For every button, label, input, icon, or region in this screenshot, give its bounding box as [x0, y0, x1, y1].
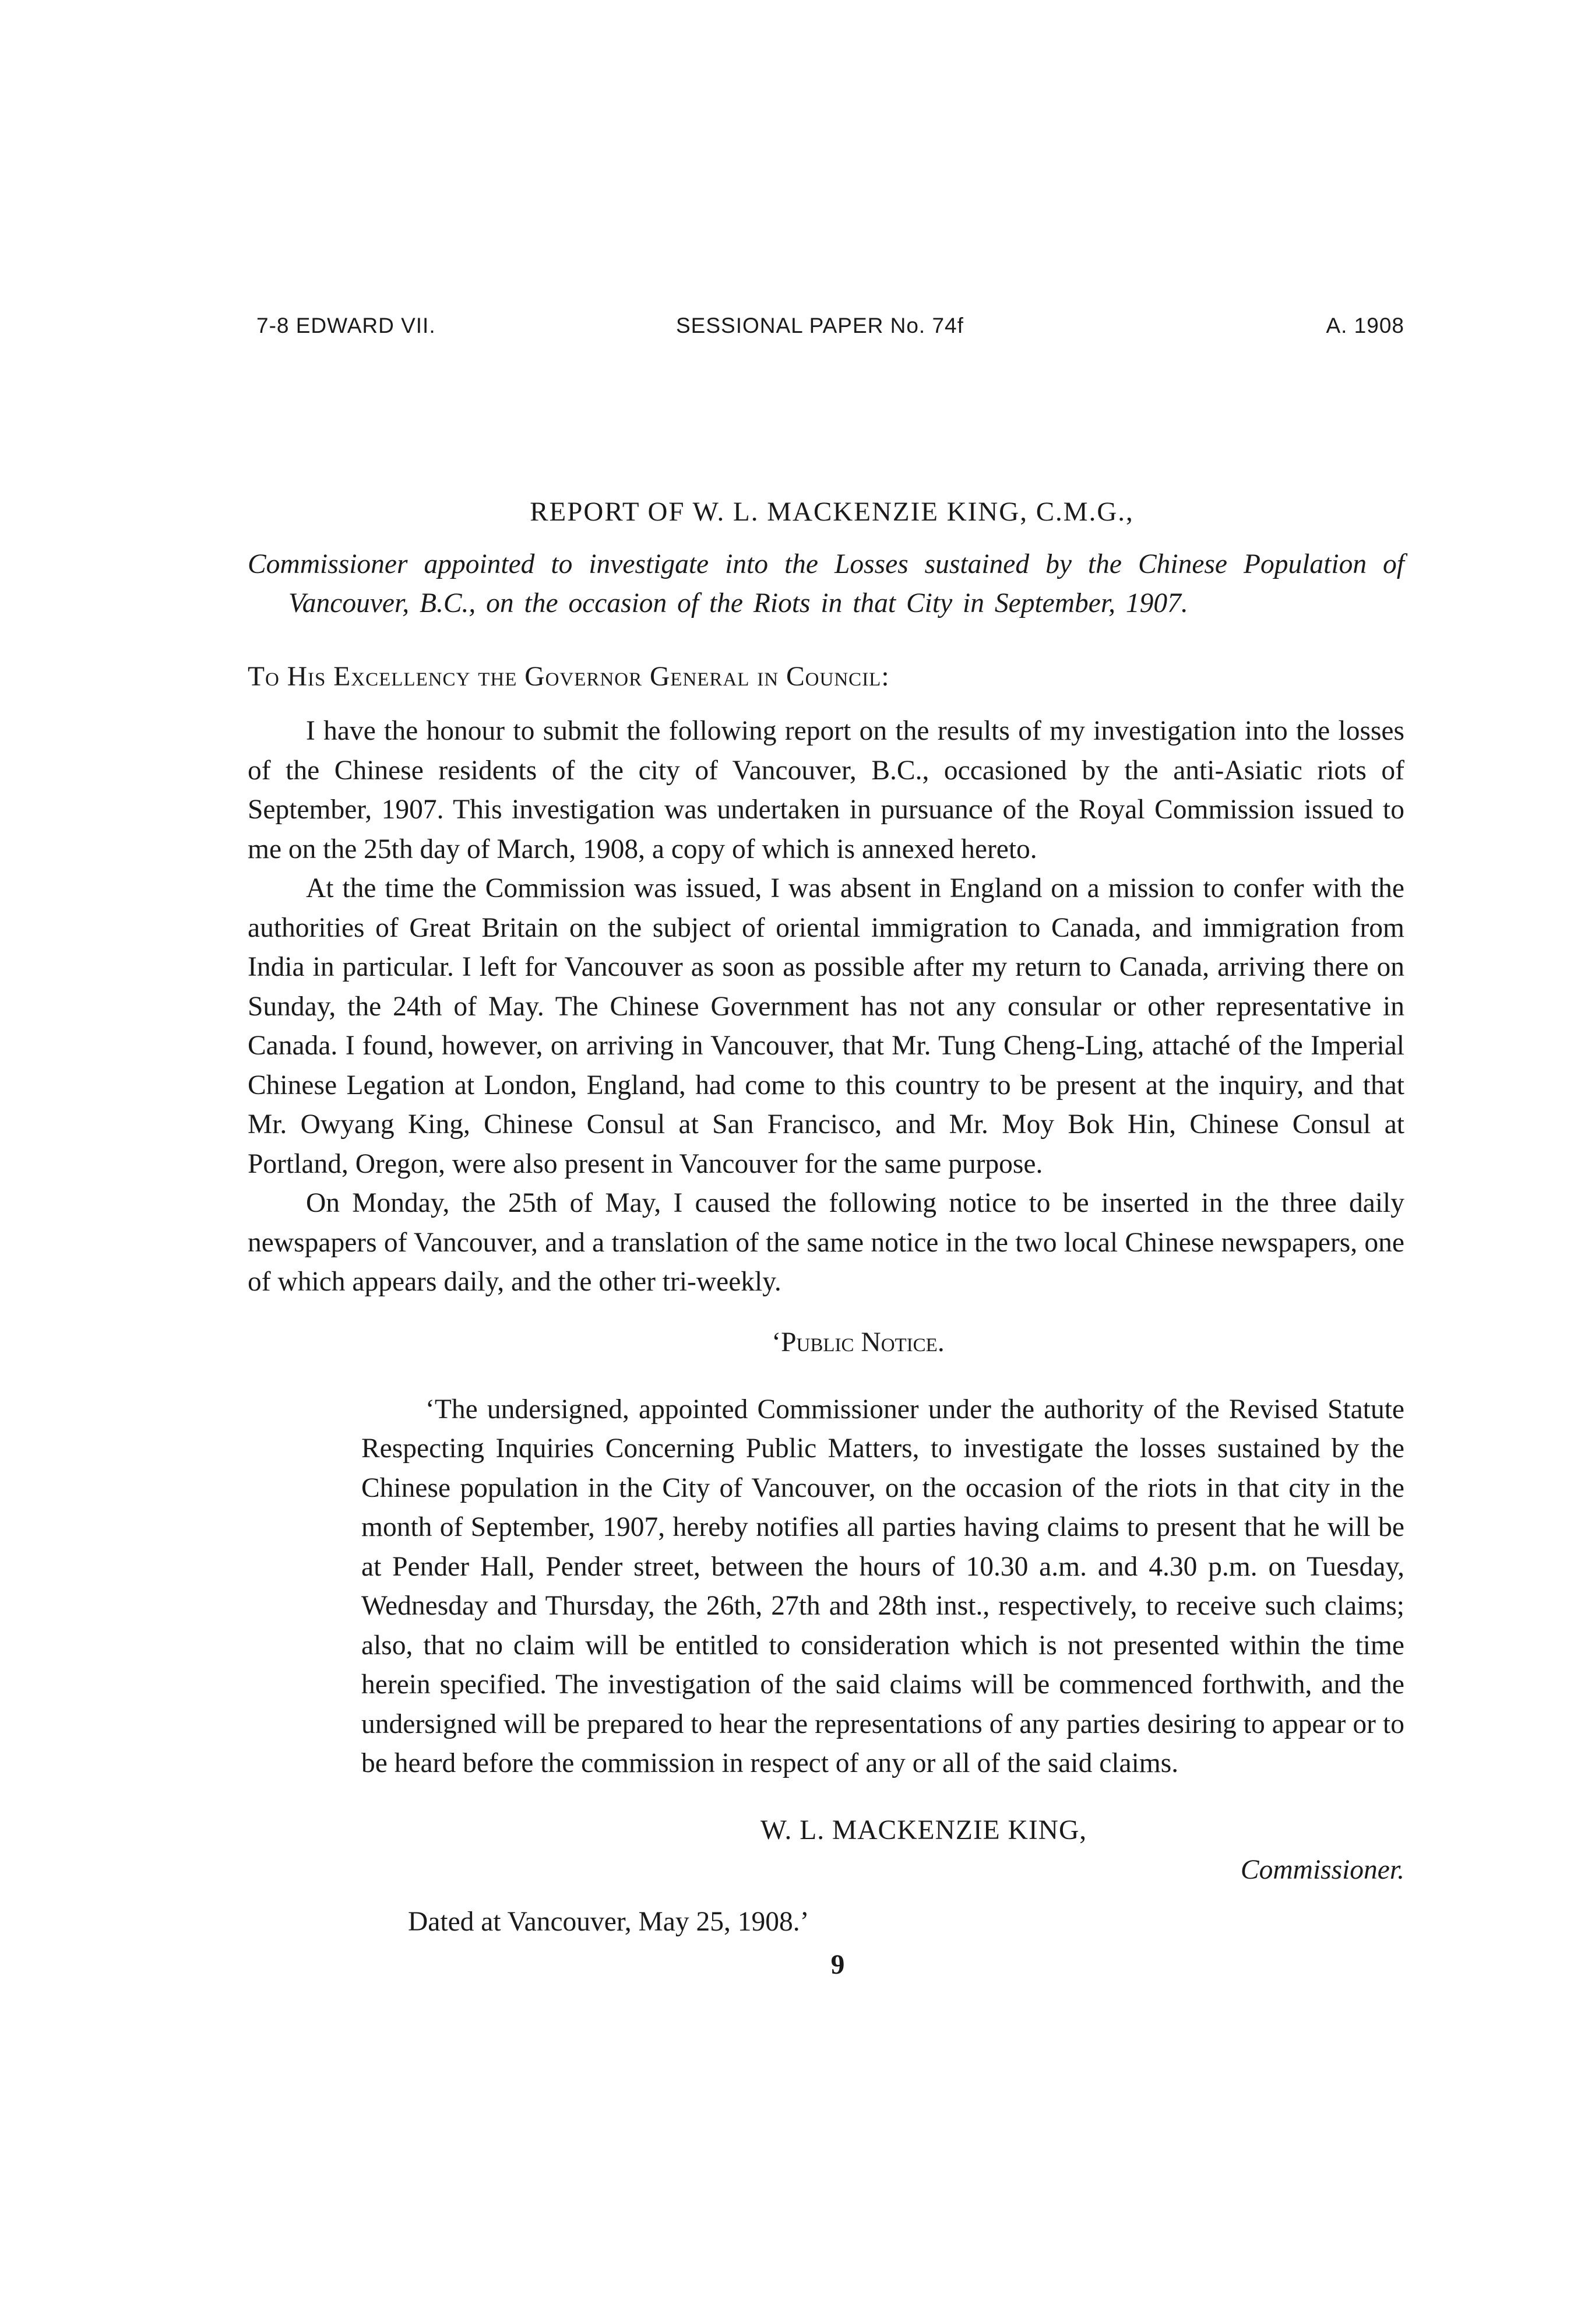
- notice-body: ‘The undersigned, appointed Commissioner under the authority of the Revised Statute Respecting Inquiries Concerning Public Matters, to investigate the losses sustained by the Chinese population in the City of Vancouver, on the occasion of the riots in that city in the month of September, 1907, hereby notifies all parties having claims to present that he will be at Pender Hall, Pender street, between the hours of 10.30 a.m. and 4.30 p.m. on Tuesday, Wednesday and Thursday, the 26th, 27th and 28th inst., respectively, to receive such claims; also, that no claim will be entitled to consideration which is not presented within the time herein specified. The investigation of the said claims will be commenced forthwith, and the undersigned will be prepared to hear the representations of any parties desiring to appear or to be heard before the commission in respect of any or all of the said claims.: [361, 1394, 1404, 1778]
- header-year: A. 1908: [1326, 314, 1404, 337]
- running-header: [256, 314, 1404, 349]
- header-sessional-paper: SESSIONAL PAPER No. 74f: [676, 314, 964, 337]
- notice-signature-title: Commissioner.: [1240, 1854, 1404, 1885]
- page-body: [248, 493, 1404, 1985]
- report-title: REPORT OF W. L. MACKENZIE KING, C.M.G.,: [530, 497, 1134, 527]
- salutation: To His Excellency the Governor General in Council:: [248, 661, 890, 692]
- header-session: 7-8 EDWARD VII.: [256, 314, 436, 337]
- paragraph-1: I have the honour to submit the following report on the results of my investigation into the losses of the Chinese residents of the city of Vancouver, B.C., occasioned by the anti-Asiatic riots of September, 1907. This investigation was undertaken in pursuance of the Royal Commission issued to me on the 25th day of March, 1908, a copy of which is annexed hereto.: [248, 716, 1404, 864]
- notice-heading: ‘Public Notice.: [772, 1327, 945, 1358]
- report-subtitle: Commissioner appointed to investigate into the Losses sustained by the Chinese Population of Vancouver, B.C., on the occasion of the Riots in that City in September, 1907.: [248, 549, 1404, 618]
- page-number: 9: [830, 1949, 845, 1980]
- paragraph-3: On Monday, the 25th of May, I caused the following notice to be inserted in the three daily newspapers of Vancouver, and a translation of the same notice in the two local Chinese newspapers, one of which appears daily, and the other tri-weekly.: [248, 1188, 1404, 1297]
- notice-dated: Dated at Vancouver, May 25, 1908.’: [408, 1907, 809, 1937]
- notice-signature: W. L. MACKENZIE KING,: [760, 1815, 1087, 1845]
- paragraph-2: At the time the Commission was issued, I was absent in England on a mission to confer with the authorities of Great Britain on the subject of oriental immigration to Canada, and immigration from India in particular. I left for Vancouver as soon as possible after my return to Canada, arriving there on Sunday, the 24th of May. The Chinese Government has not any consular or other representative in Canada. I found, however, on arriving in Vancouver, that Mr. Tung Cheng-Ling, attaché of the Imperial Chinese Legation at London, England, had come to this country to be present at the inquiry, and that Mr. Owyang King, Chinese Consul at San Francisco, and Mr. Moy Bok Hin, Chinese Consul at Portland, Oregon, were also present in Vancouver for the same purpose.: [248, 873, 1404, 1179]
